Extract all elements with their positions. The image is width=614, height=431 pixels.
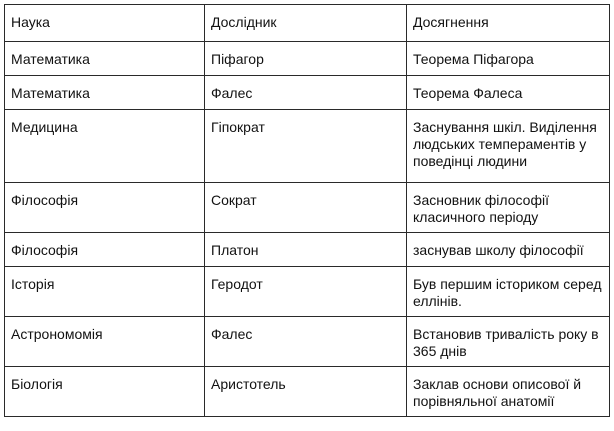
header-achievement: Досягнення (407, 5, 610, 42)
cell-science: Математика (5, 76, 205, 110)
cell-researcher: Геродот (205, 267, 407, 317)
cell-researcher: Сократ (205, 183, 407, 233)
cell-achievement: заснував школу філософії (407, 233, 610, 267)
cell-achievement: Засновник філософії класичного періоду (407, 183, 610, 233)
cell-science: Біологія (5, 367, 205, 417)
table-row (5, 42, 610, 76)
table-row (5, 110, 610, 183)
cell-researcher: Гіпократ (205, 110, 407, 183)
cell-science: Астрономомія (5, 317, 205, 367)
table-row (5, 76, 610, 110)
cell-achievement: Був першим істориком серед еллінів. (407, 267, 610, 317)
cell-science: Філософія (5, 183, 205, 233)
table-row (5, 233, 610, 267)
header-science: Наука (5, 5, 205, 42)
cell-science: Медицина (5, 110, 205, 183)
table-row (5, 367, 610, 417)
cell-science: Математика (5, 42, 205, 76)
achievements-table (4, 4, 610, 417)
cell-science: Історія (5, 267, 205, 317)
cell-achievement: Встановив тривалість року в 365 днів (407, 317, 610, 367)
table-row (5, 267, 610, 317)
cell-researcher: Фалес (205, 76, 407, 110)
cell-researcher: Фалес (205, 317, 407, 367)
cell-researcher: Платон (205, 233, 407, 267)
cell-researcher: Аристотель (205, 367, 407, 417)
table-row (5, 317, 610, 367)
cell-science: Філософія (5, 233, 205, 267)
table-header-row (5, 5, 610, 42)
cell-achievement: Теорема Фалеса (407, 76, 610, 110)
cell-achievement: Теорема Піфагора (407, 42, 610, 76)
cell-achievement: Заклав основи описової й порівняльної анатомії (407, 367, 610, 417)
header-researcher: Дослідник (205, 5, 407, 42)
cell-researcher: Піфагор (205, 42, 407, 76)
table-row (5, 183, 610, 233)
cell-achievement: Заснування шкіл. Виділення людських темпераментів у поведінці людини (407, 110, 610, 183)
